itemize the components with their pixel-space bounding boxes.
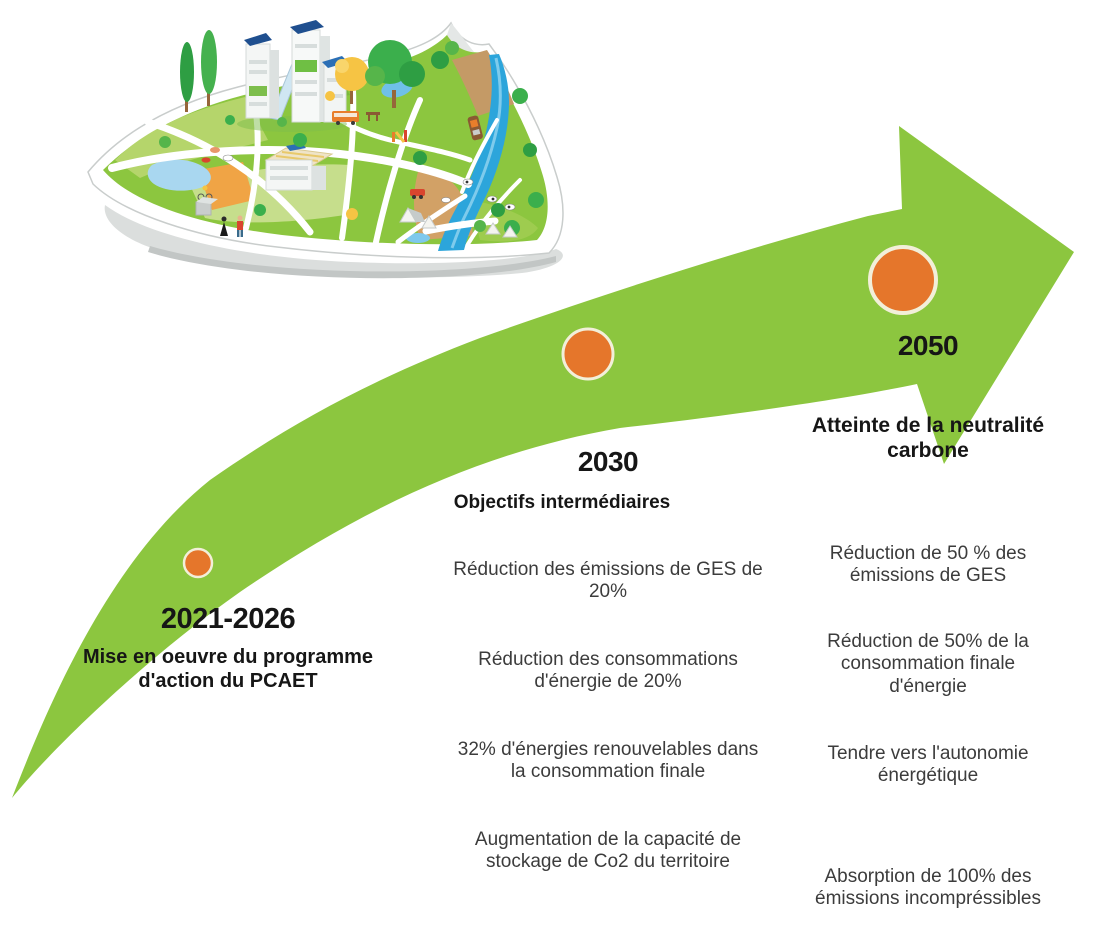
milestone-subtitle-2021-2026: Mise en oeuvre du programme d'action du PCAET <box>82 646 374 692</box>
milestone-marker-2021-2026 <box>184 549 212 577</box>
objective-2050-consommation: Réduction de 50% de la consommation finale d'énergie <box>827 631 1029 697</box>
objective-2050-autonomie: Tendre vers l'autonomie énergétique <box>827 743 1029 787</box>
objective-2030-consommations: Réduction des consommations d'énergie de 20% <box>478 649 738 693</box>
milestone-year-2021-2026: 2021-2026 <box>160 603 296 635</box>
milestone-subtitle-2030: Objectifs intermédiaires <box>453 492 671 513</box>
objective-2030-renouvelables: 32% d'énergies renouvelables dans la consommation finale <box>457 739 759 783</box>
picnic-table-icon <box>366 112 380 115</box>
milestone-marker-2050 <box>870 247 936 313</box>
milestone-year-2030: 2030 <box>577 446 639 477</box>
milestone-year-2050: 2050 <box>897 330 959 361</box>
milestone-marker-2030 <box>563 329 613 379</box>
car-icon <box>410 189 425 196</box>
objective-2050-ges: Réduction de 50 % des émissions de GES <box>829 543 1027 587</box>
milestone-subtitle-2050: Atteinte de la neutralité carbone <box>811 414 1045 462</box>
objective-2030-stockage: Augmentation de la capacité de stockage de Co2 du territoire <box>474 829 742 873</box>
territory-map-illustration <box>88 20 563 278</box>
objective-2030-ges: Réduction des émissions de GES de 20% <box>453 559 763 603</box>
objective-2050-absorption: Absorption de 100% des émissions incompréssibles <box>815 866 1041 910</box>
